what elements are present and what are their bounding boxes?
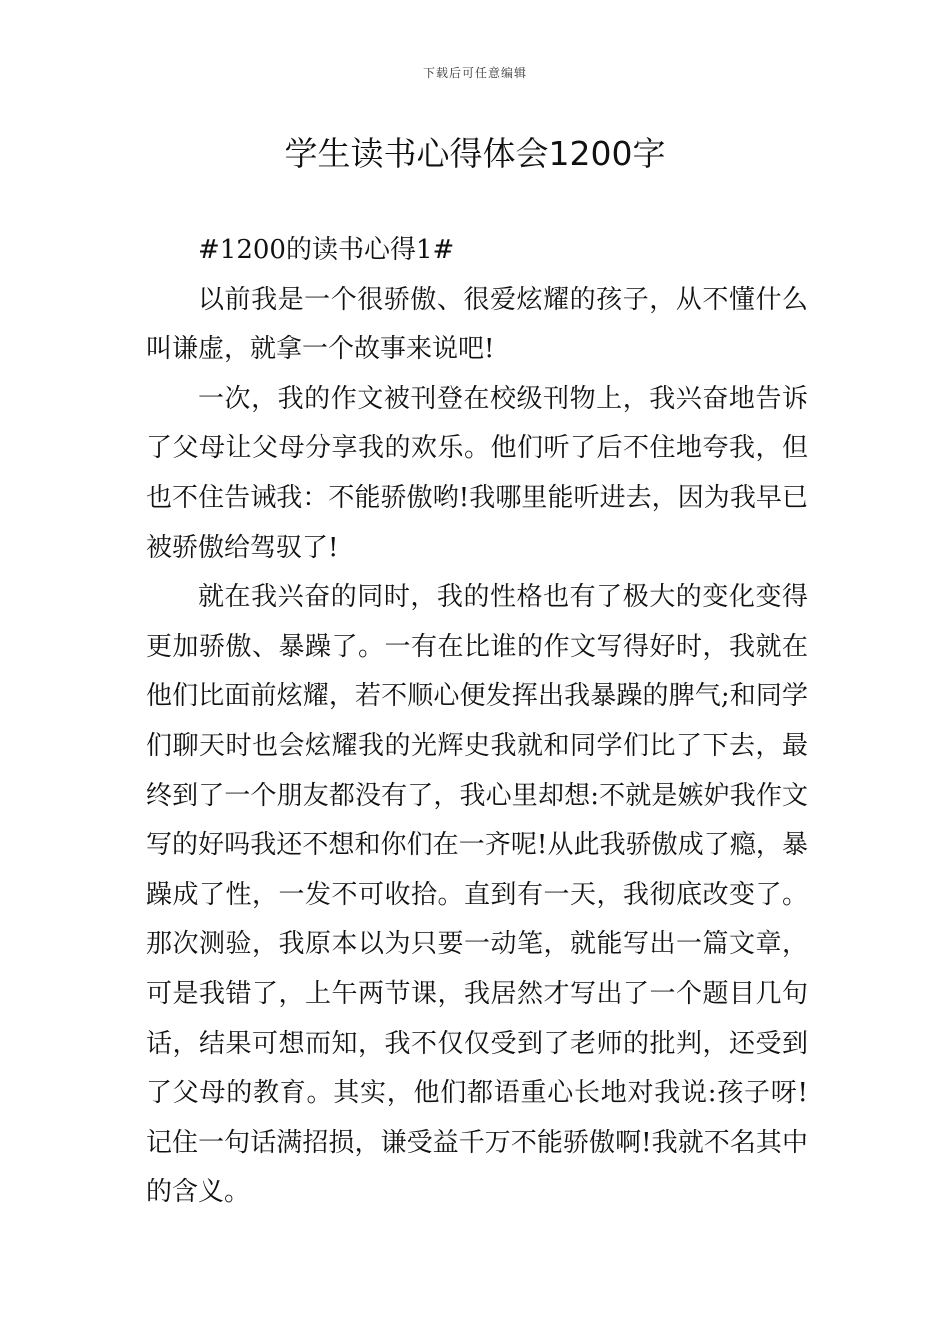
body-paragraph: 就在我兴奋的同时，我的性格也有了极大的变化变得更加骄傲、暴躁了。一有在比谁的作文写得好时，我就在他们比面前炫耀，若不顺心便发挥出我暴躁的脾气;和同学们聊天时也会炫耀我的光辉史我就和同学们比了下去，最终到了一个朋友都没有了，我心里却想:不就是嫉妒我作文写的好吗我还不想和你们在一齐呢!从此我骄傲成了瘾，暴躁成了性，一发不可收拾。直到有一天，我彻底改变了。那次测验，我原本以为只要一动笔，就能写出一篇文章，可是我错了，上午两节课，我居然才写出了一个题目几句话，结果可想而知，我不仅仅受到了老师的批判，还受到了父母的教育。其实，他们都语重心长地对我说:孩子呀!记住一句话满招损，谦受益千万不能骄傲啊!我就不名其中的含义。 (146, 582, 808, 1208)
body-paragraph: 以前我是一个很骄傲、很爱炫耀的孩子，从不懂什么叫谦虚，就拿一个故事来说吧! (146, 284, 808, 365)
header-note: 下载后可任意编辑 (422, 66, 527, 80)
document-title: 学生读书心得体会1200字 (284, 134, 666, 173)
document-body (146, 226, 808, 1218)
body-paragraph: 一次，我的作文被刊登在校级刊物上，我兴奋地告诉了父母让父母分享我的欢乐。他们听了后不住地夸我，但也不住告诫我：不能骄傲哟!我哪里能听进去，因为我早已被骄傲给驾驭了! (146, 383, 808, 563)
section-heading: #1200的读书心得1# (198, 235, 455, 265)
